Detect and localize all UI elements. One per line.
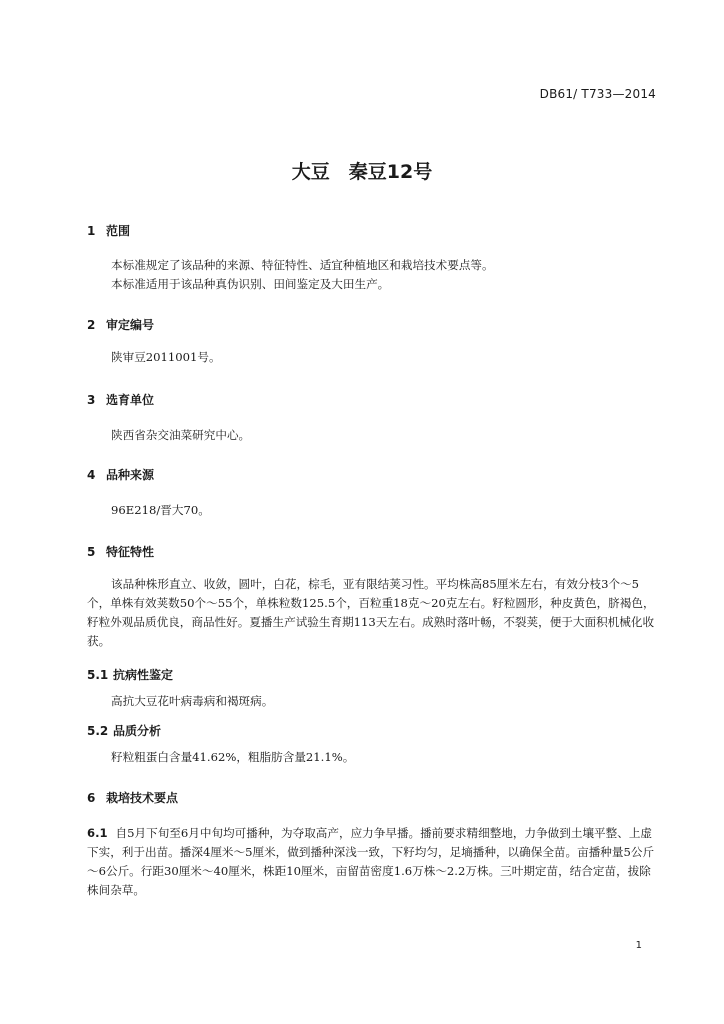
section-5-2-paragraph-1: 籽粒粗蛋白含量41.62%，粗脂肪含量21.1%。 [111,750,355,764]
section-number: 2 [87,318,96,332]
section-5-1-paragraph-1: 高抗大豆花叶病毒病和褐斑病。 [111,694,274,708]
section-title: 栽培技术要点 [106,791,179,805]
section-number: 4 [87,468,96,482]
section-title: 品质分析 [113,724,162,738]
section-5-1-heading [87,666,656,683]
section-title: 抗病性鉴定 [113,668,174,682]
section-number: 5.2 [87,724,109,738]
section-number: 3 [87,393,96,407]
standard-code: DB61/ T733—2014 [539,87,656,101]
section-1-heading [87,222,656,239]
section-title: 审定编号 [106,318,155,332]
section-4-paragraph-1: 96E218/晋大70。 [111,503,210,517]
section-5-paragraph-1: 该品种株形直立、收敛，圆叶，白花，棕毛，亚有限结荚习性。平均株高85厘米左右，有效分枝3个～5个，单株有效荚数50个～55个，单株粒数125.5个，百粒重18克～20克左右。籽粒圆形，种皮黄色，脐褐色，籽粒外观品质优良，商品性好。夏播生产试验生育期113天左右。成熟时落叶畅，不裂荚，便于大面积机械化收获。 [87,577,655,648]
section-3-paragraph-1: 陕西省杂交油菜研究中心。 [111,428,251,442]
section-2-paragraph-1: 陕审豆2011001号。 [111,350,221,364]
section-title: 特征特性 [106,545,155,559]
section-1-paragraph-1: 本标准规定了该品种的来源、特征特性、适宜种植地区和栽培技术要点等。 [111,258,494,272]
section-6-1-text: 自5月下旬至6月中旬均可播种，为夺取高产，应力争早播。播前要求精细整地，力争做到土壤平整、上虚下实，利于出苗。播深4厘米～5厘米，做到播种深浅一致，下籽均匀，足墒播种，以确保全苗。亩播种量5公斤～6公斤。行距30厘米～40厘米，株距10厘米，亩留苗密度1.6万株～2.2万株。三叶期定苗，结合定苗，拔除株间杂草。 [87,826,655,897]
page-number: 1 [635,940,642,951]
section-title: 范围 [106,224,131,238]
section-5-heading [87,543,656,560]
section-3-heading [87,391,656,408]
section-number: 6 [87,791,96,805]
section-number: 1 [87,224,96,238]
section-2-heading [87,316,656,333]
section-5-2-heading [87,722,656,739]
section-title: 品种来源 [106,468,155,482]
section-number: 5 [87,545,96,559]
section-6-1-paragraph [87,824,656,900]
section-number: 5.1 [87,668,109,682]
section-6-heading [87,789,656,806]
section-title: 选育单位 [106,393,155,407]
section-number: 6.1 [87,826,108,840]
section-1-paragraph-2: 本标准适用于该品种真伪识别、田间鉴定及大田生产。 [111,277,390,291]
document-title: 大豆 秦豆12号 [291,161,433,183]
section-4-heading [87,466,656,483]
